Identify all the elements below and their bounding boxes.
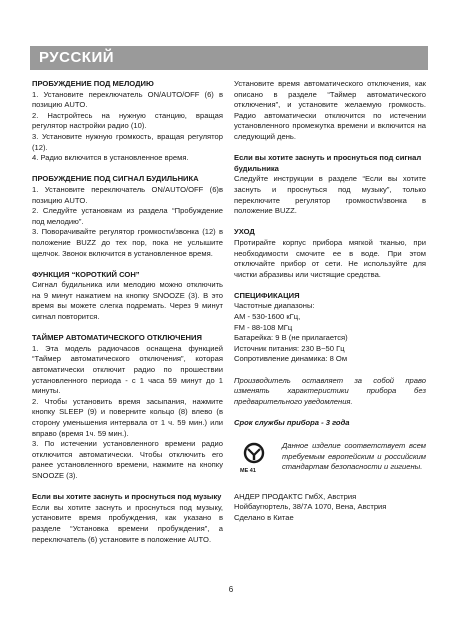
heading-sleep-timer: ТАЙМЕР АВТОМАТИЧЕСКОГО ОТКЛЮЧЕНИЯ: [32, 333, 202, 343]
paragraph: 2. Настройтесь на нужную станцию, вращая регулятор настройки радио (10).: [32, 110, 223, 131]
paragraph: 3. По истечении установленного времени радио отключится автоматически. Чтобы отключить его ранее установленного времени, нажмите на кнопку SNOOZE (3).: [32, 439, 223, 480]
paragraph: 1. Установите переключатель ON/AUTO/OFF (6) в позицию AUTO.: [32, 89, 223, 110]
spec-line: Сопротивление динамика: 8 Ом: [234, 354, 348, 364]
company-line: Сделано в Китае: [234, 512, 294, 522]
paragraph: 3. Поворачивайте регулятор громкости/звонка (12) в положение BUZZ до тех пор, пока не услышите щелчок. Звонок включится в установленное время.: [32, 227, 223, 258]
paragraph: Следуйте инструкции в разделе “Если вы хотите заснуть и проснуться под музыку”, только переключите регулятор громкости/звонка в положение BUZZ.: [234, 174, 426, 216]
spec-line: Источник питания: 230 В~50 Гц: [234, 343, 345, 353]
paragraph: 1. Эта модель радиочасов оснащена функцией “Таймер автоматического отключения”, которая автоматически отключит радио по прошествии установленного периода - с 1 часа 59 минут до 1 минуты.: [32, 343, 223, 396]
paragraph: Протирайте корпус прибора мягкой тканью, при необходимости смочите ее в воде. При этом отключайте прибор от сети. Не используйте для чистки абразивы или чистящие средства.: [234, 237, 426, 279]
certification-mark-label: МЕ 41: [240, 468, 256, 475]
paragraph: 2. Следуйте установкам из раздела “Пробуждение под мелодию”.: [32, 206, 223, 226]
spec-line: AM - 530-1600 кГц,: [234, 312, 301, 322]
certification-mark-icon: [234, 441, 282, 481]
paragraph: 1. Установите переключатель ON/AUTO/OFF (6)в позицию AUTO.: [32, 184, 223, 205]
left-column: [32, 79, 223, 545]
warranty-period: Срок службы прибора - 3 года: [234, 418, 350, 427]
right-column: [234, 79, 426, 524]
spec-line: Батарейка: 9 В (не прилагается): [234, 333, 348, 343]
heading-wake-melody: ПРОБУЖДЕНИЕ ПОД МЕЛОДИЮ: [32, 79, 154, 88]
heading-wake-alarm: ПРОБУЖДЕНИЕ ПОД СИГНАЛ БУДИЛЬНИКА: [32, 174, 199, 184]
page-number: 6: [228, 585, 234, 594]
manufacturer-note: Производитель оставляет за собой право изменять характеристики прибора без предварительного уведомления.: [234, 375, 426, 406]
paragraph: 4. Радио включится в установленное время.: [32, 153, 189, 163]
company-line: Нойбаугюртель, 38/7А 1070, Вена, Австрия: [234, 502, 387, 512]
company-line: АНДЕР ПРОДАКТС ГмбХ, Австрия: [234, 491, 357, 501]
heading-sleep-music: Если вы хотите заснуть и проснуться под музыку: [32, 492, 222, 502]
section-header-bar: [30, 46, 428, 70]
paragraph: 3. Установите нужную громкость, вращая регулятор (12).: [32, 131, 223, 152]
paragraph: Если вы хотите заснуть и проснуться под музыку, установите время пробуждения, как указано в разделе “Установка времени пробуждения”, а переключатель (6) установите в положение AUTO.: [32, 502, 223, 544]
spec-line: FM - 88-108 МГц: [234, 322, 293, 332]
paragraph: 2. Чтобы установить время засыпания, нажмите кнопку SLEEP (9) и поверните кольцо (8) влево (в сторону уменьшения интервала от 1 ч. 59 мин.) или вправо (время 1ч. 59 мин.).: [32, 396, 223, 438]
heading-specification: СПЕЦИФИКАЦИЯ: [234, 290, 300, 300]
certification-block: [234, 441, 426, 481]
heading-snooze: ФУНКЦИЯ “КОРОТКИЙ СОН”: [32, 269, 140, 279]
language-title: РУССКИЙ: [39, 49, 115, 66]
certification-text: Данное изделие соответствует всем требуемым европейским и российским стандартам безопасности и гигиены.: [282, 441, 426, 472]
spec-line: Частотные диапазоны:: [234, 301, 315, 311]
heading-sleep-alarm: Если вы хотите заснуть и проснуться под сигнал будильника: [234, 153, 422, 173]
heading-care: УХОД: [234, 227, 255, 237]
paragraph: Сигнал будильника или мелодию можно отключить на 9 минут нажатием на кнопку SNOOZE (3). В это время вы можете слегка подремать. Через 9 минут сигнал повторится.: [32, 280, 223, 322]
paragraph: Установите время автоматического отключения, как описано в разделе “Таймер автоматического отключения”, и установите желаемую громкость. Радио автоматически отключится по истечении установленного промежутка времени и включится на следующий день.: [234, 79, 426, 141]
